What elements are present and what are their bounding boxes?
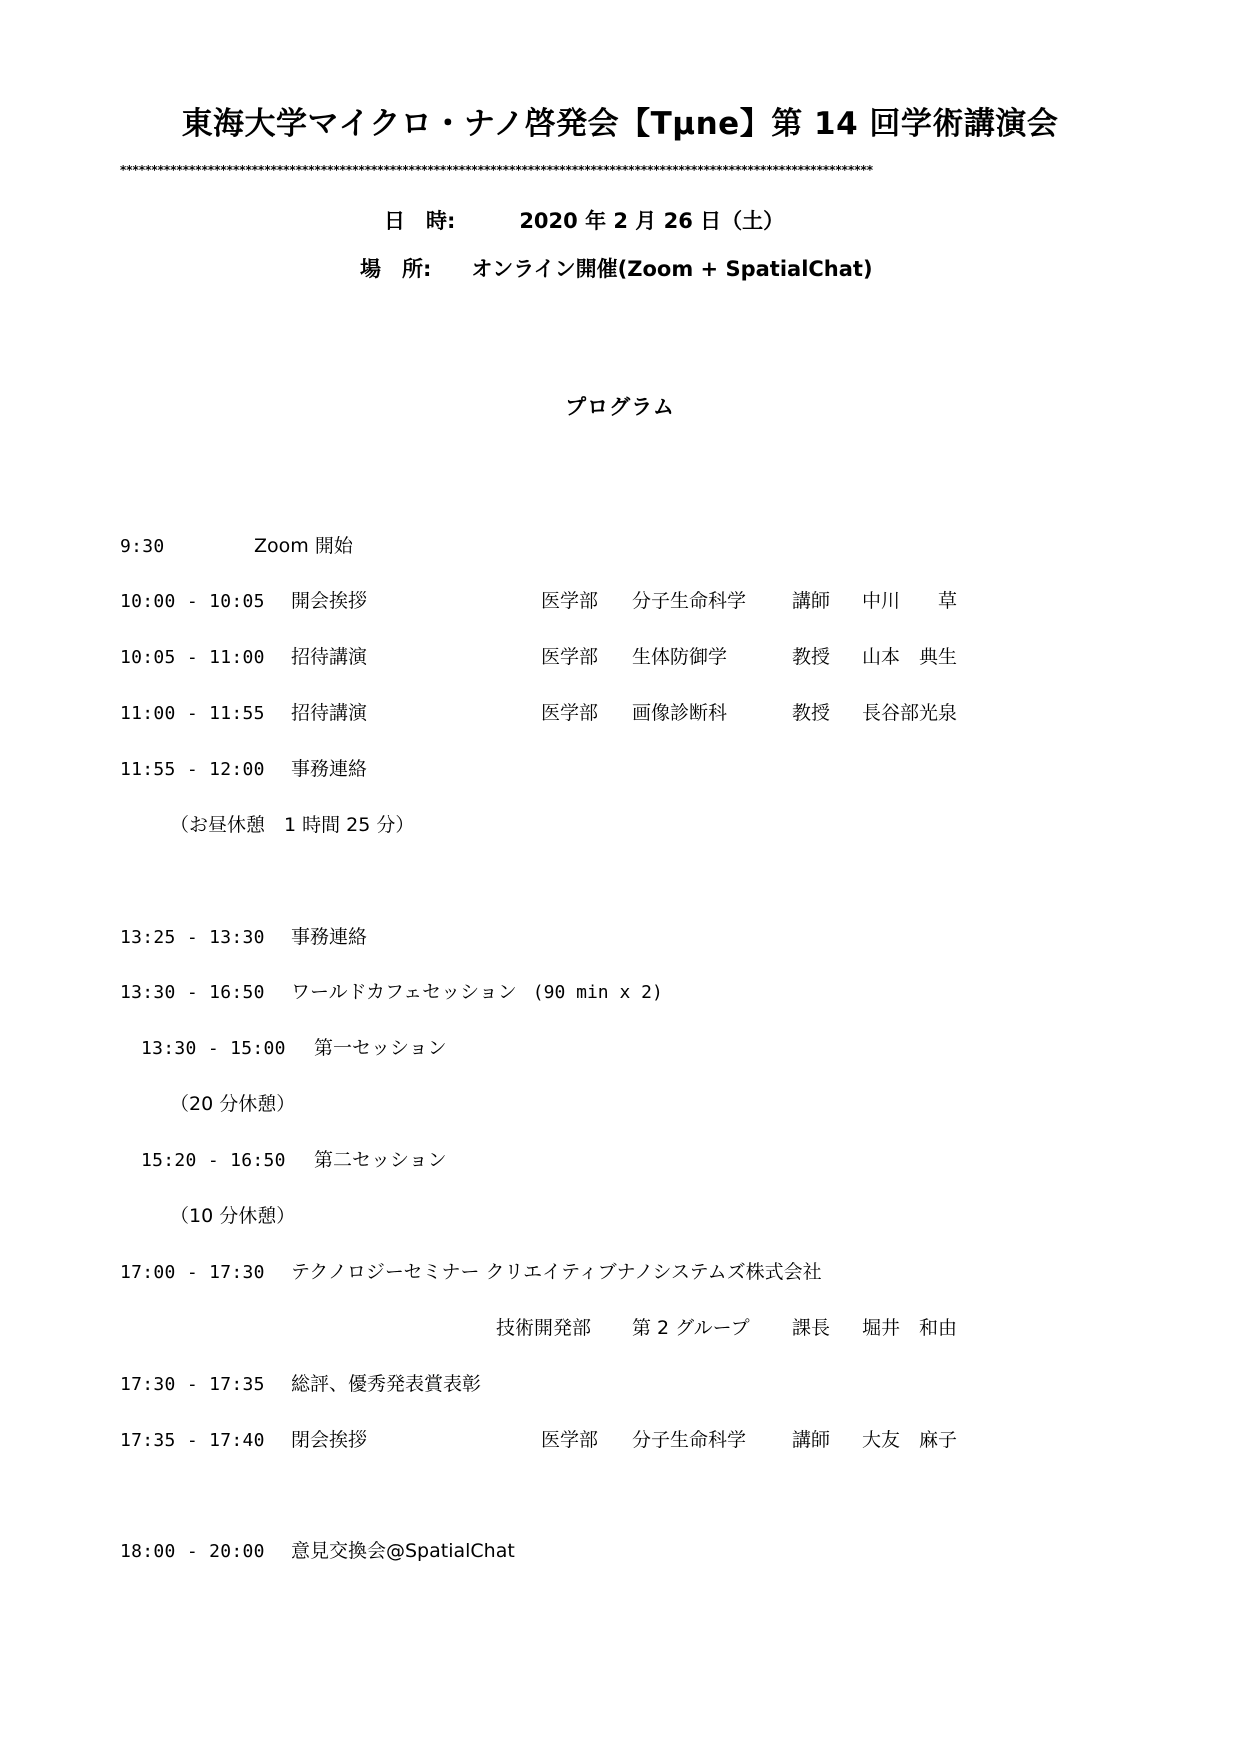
speaker-rank: 課長 [792, 1317, 831, 1339]
schedule-row [120, 586, 265, 616]
schedule-event-label: Zoom 開始 [254, 535, 353, 557]
schedule-event-label: 意見交換会@SpatialChat [291, 1540, 515, 1562]
speaker-dept: 医学部 [541, 646, 599, 668]
speaker-field: 生体防御学 [632, 646, 728, 668]
break-note-text: （10 分休憩） [170, 1205, 296, 1227]
speaker-field: 分子生命科学 [632, 1429, 747, 1451]
speaker-rank: 講師 [792, 590, 831, 612]
schedule-row [141, 1145, 286, 1175]
schedule-time: 15:20 - 16:50 [141, 1150, 286, 1171]
speaker-dept: 医学部 [541, 590, 599, 612]
place-label: 場 所: [360, 257, 432, 281]
schedule-row [120, 977, 265, 1007]
break-note [170, 1089, 295, 1119]
date-value: 2020 年 2 月 26 日（土） [519, 209, 785, 233]
schedule-row [120, 642, 265, 672]
schedule-row [120, 1536, 265, 1566]
schedule-event [254, 531, 353, 561]
schedule-event-label: ワールドカフェセッション [291, 981, 517, 1003]
date-row [384, 206, 784, 236]
speaker-rank: 教授 [792, 702, 831, 724]
speaker-name: 山本 典生 [862, 646, 958, 668]
schedule-event-label: 事務連絡 [291, 758, 368, 780]
schedule-event-label: 招待講演 [291, 702, 368, 724]
speaker-name: 長谷部光泉 [862, 702, 958, 724]
break-note-text: （お昼休憩 1 時間 25 分） [170, 814, 415, 836]
speaker-dept: 医学部 [541, 702, 599, 724]
schedule-row [141, 1033, 286, 1063]
schedule-row [120, 531, 165, 561]
schedule-time: 17:30 - 17:35 [120, 1374, 265, 1395]
session-duration: (90 min x 2) [532, 982, 663, 1003]
schedule-row [120, 1257, 265, 1287]
schedule-row [120, 1369, 265, 1399]
speaker-name: 大友 麻子 [862, 1429, 958, 1451]
schedule-event-label: 第一セッション [314, 1037, 447, 1059]
schedule-event-label: 事務連絡 [291, 926, 368, 948]
schedule-time: 18:00 - 20:00 [120, 1541, 265, 1562]
place-value: オンライン開催(Zoom + SpatialChat) [471, 257, 873, 281]
schedule-time: 13:25 - 13:30 [120, 927, 265, 948]
speaker-dept: 技術開発部 [496, 1317, 592, 1339]
schedule-time: 13:30 - 16:50 [120, 982, 265, 1003]
speaker-field: 第 2 グループ [632, 1317, 750, 1339]
schedule-row [120, 698, 265, 728]
page-title: 東海大学マイクロ・ナノ啓発会【Tμne】第 14 回学術講演会 [181, 106, 1059, 142]
schedule-row [120, 922, 265, 952]
speaker-dept: 医学部 [541, 1429, 599, 1451]
schedule-time: 9:30 [120, 536, 165, 557]
asterisk-divider: ************************************************************************************************************************ [120, 163, 874, 177]
place-row [360, 254, 873, 284]
schedule-event-label: 総評、優秀発表賞表彰 [291, 1373, 482, 1395]
schedule-time: 17:35 - 17:40 [120, 1430, 265, 1451]
schedule-event-label: 閉会挨拶 [291, 1429, 368, 1451]
schedule-time: 13:30 - 15:00 [141, 1038, 286, 1059]
schedule-time: 11:55 - 12:00 [120, 759, 265, 780]
break-note-text: （20 分休憩） [170, 1093, 296, 1115]
schedule-event-label: 招待講演 [291, 646, 368, 668]
schedule-time: 11:00 - 11:55 [120, 703, 265, 724]
speaker-field: 画像診断科 [632, 702, 728, 724]
speaker-name: 中川 草 [862, 590, 958, 612]
date-label: 日 時: [384, 209, 456, 233]
schedule-row [120, 1425, 265, 1455]
schedule-time: 10:00 - 10:05 [120, 591, 265, 612]
schedule-event-label: 開会挨拶 [291, 590, 368, 612]
schedule-event-label: テクノロジーセミナー クリエイティブナノシステムズ株式会社 [291, 1261, 822, 1283]
break-note [170, 1201, 295, 1231]
break-note [170, 810, 414, 840]
speaker-rank: 講師 [792, 1429, 831, 1451]
program-heading: プログラム [565, 395, 675, 419]
speaker-rank: 教授 [792, 646, 831, 668]
schedule-event-label: 第二セッション [314, 1149, 447, 1171]
schedule-time: 10:05 - 11:00 [120, 647, 265, 668]
schedule-time: 17:00 - 17:30 [120, 1262, 265, 1283]
schedule-row [120, 754, 265, 784]
speaker-field: 分子生命科学 [632, 590, 747, 612]
speaker-name: 堀井 和由 [862, 1317, 958, 1339]
